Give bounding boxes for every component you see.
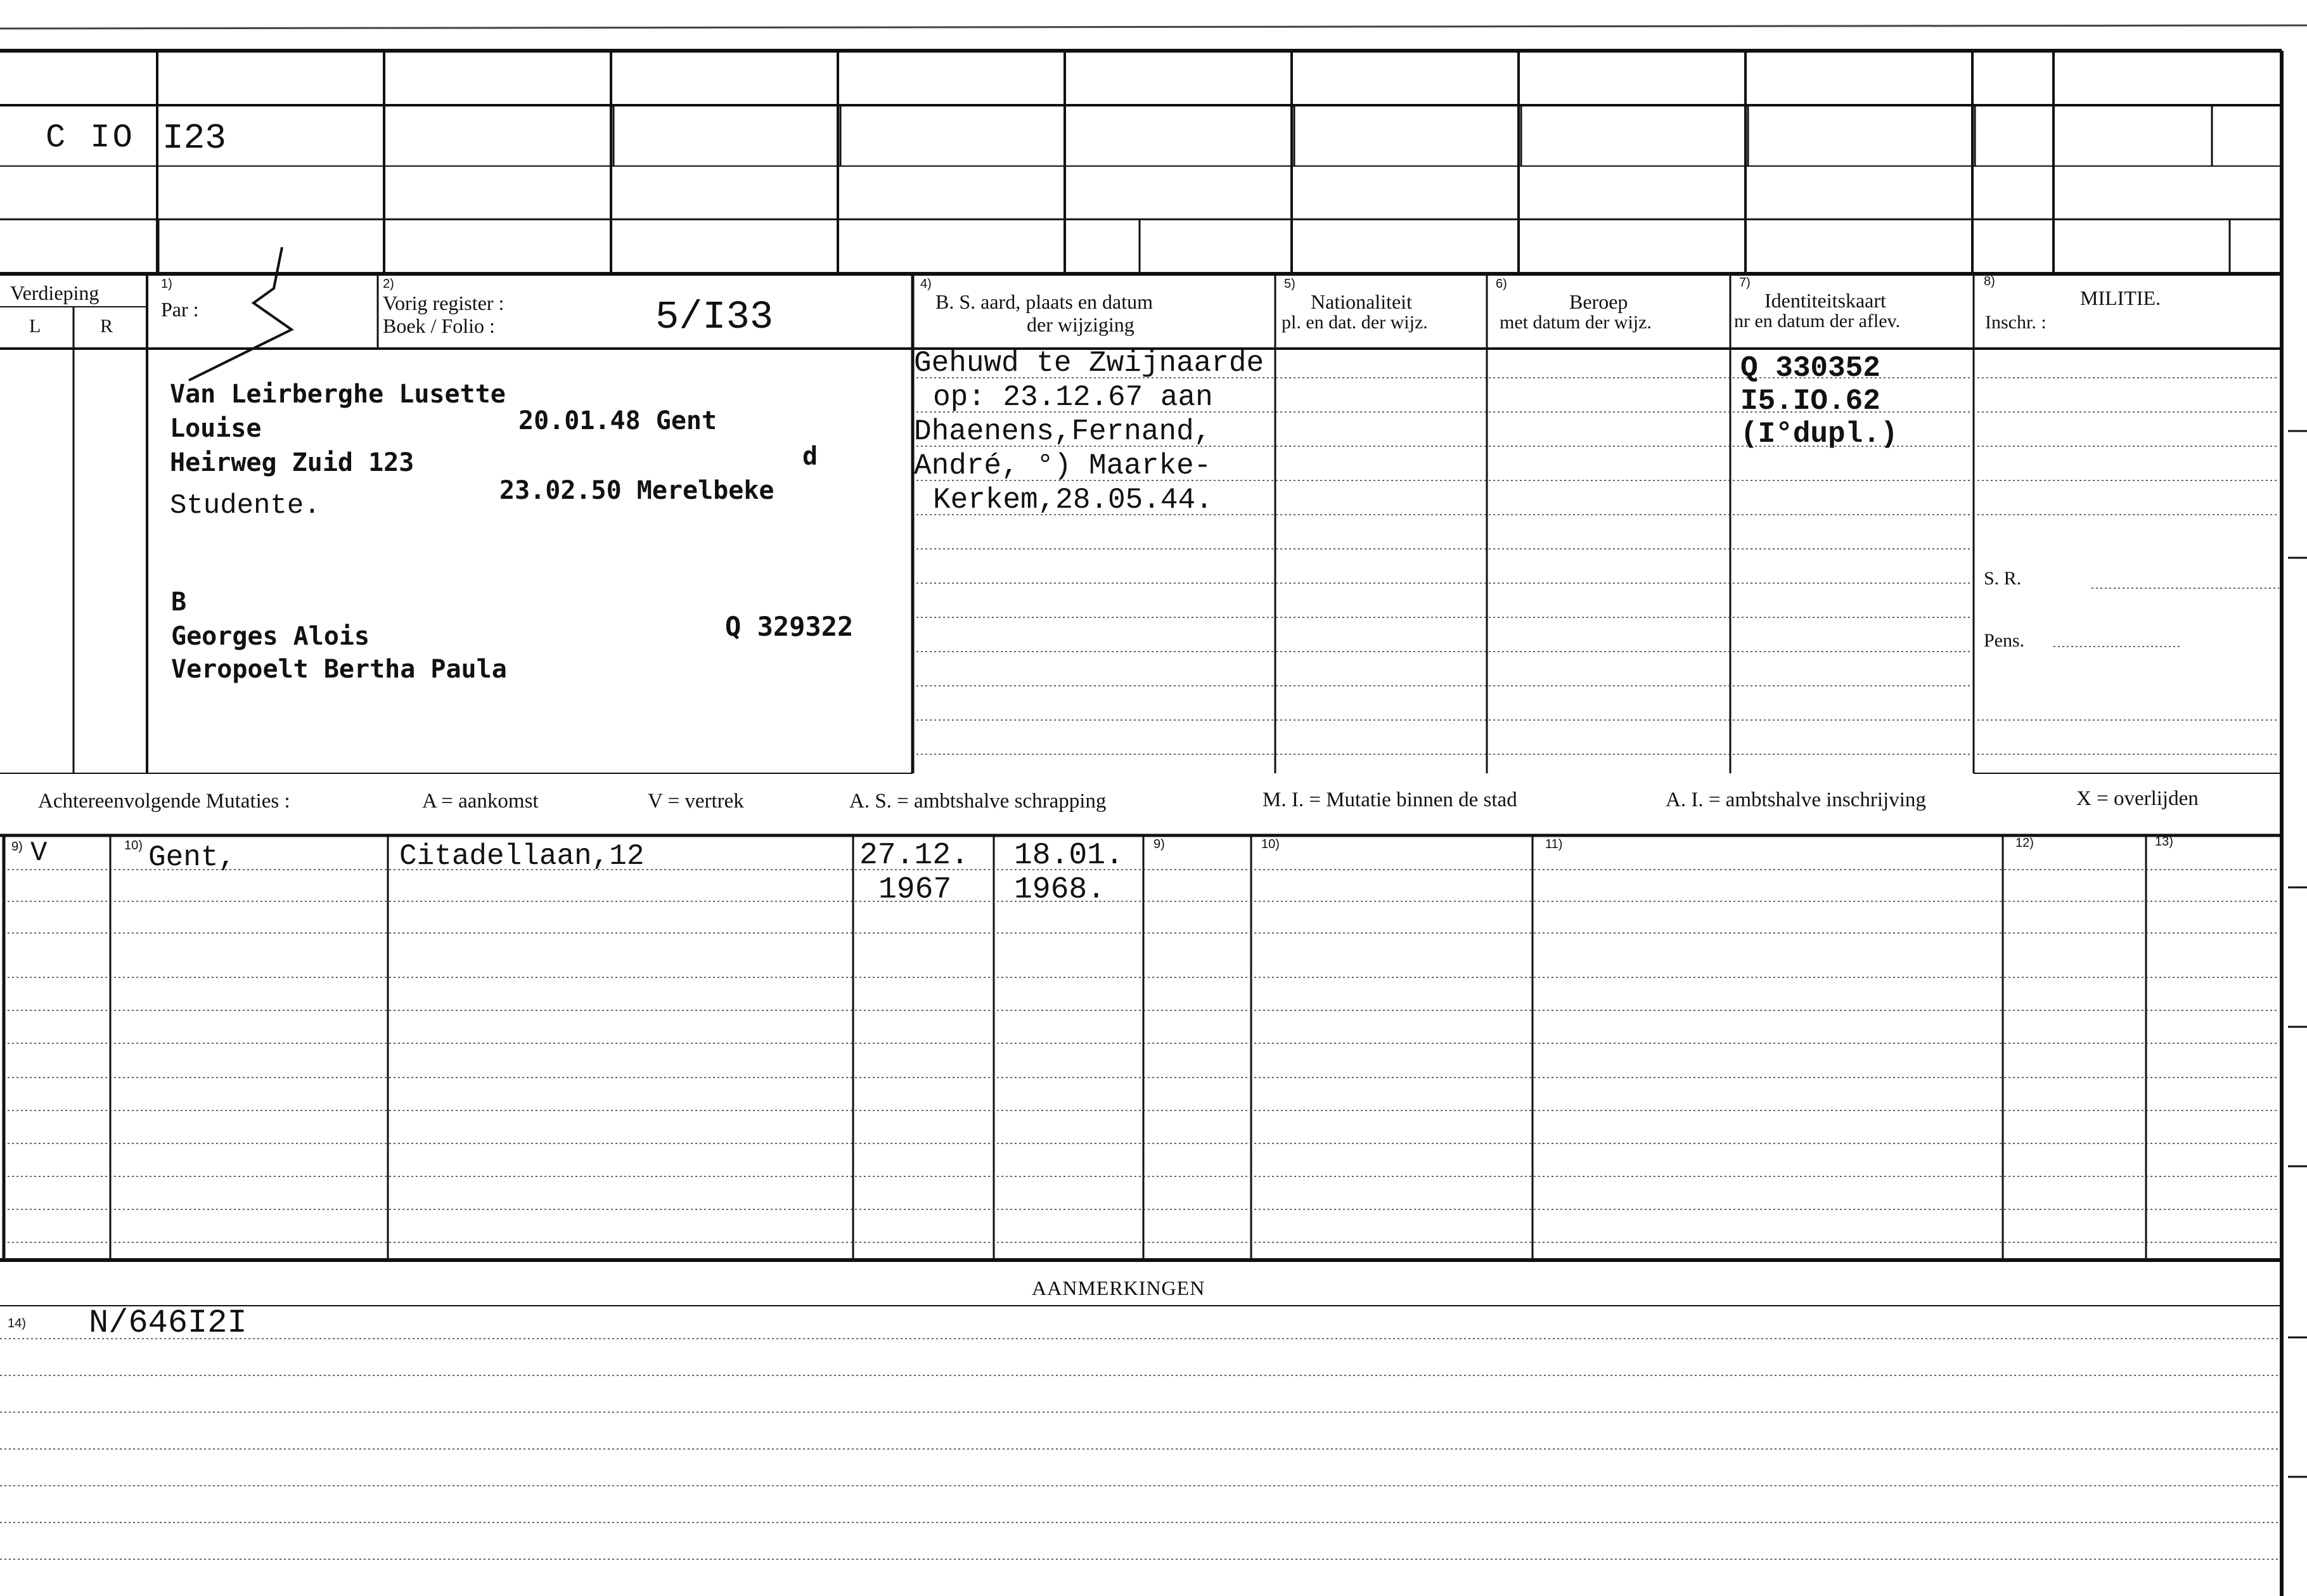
remarks-num: 14) [8, 1316, 26, 1330]
person-name-line1: Van Leirberghe Lusette [170, 380, 506, 409]
civil-status-line-4: André, °) Maarke- [914, 449, 1212, 482]
header-id-line1: Identiteitskaart [1764, 289, 1886, 312]
civil-status-line-5: Kerkem,28.05.44. [933, 484, 1213, 517]
person-address: Heirweg Zuid 123 [170, 448, 414, 477]
remarks-value: N/646I2I [89, 1304, 247, 1342]
header-beroep-line1: Beroep [1569, 290, 1628, 313]
mutation-date-from-1: 27.12. [859, 839, 969, 873]
id-card-line-2: I5.IO.62 [1740, 385, 1880, 418]
header-bs-line1: B. S. aard, plaats en datum [935, 290, 1154, 313]
header-r: R [100, 316, 113, 337]
civil-status-line-2: op: 23.12.67 aan [933, 381, 1213, 414]
mutation-col-9: 9) [11, 840, 23, 854]
header-num-4: 4) [920, 277, 932, 291]
label-sr: S. R. [1984, 568, 2022, 589]
mutation-date-to-2: 1968. [1014, 873, 1106, 907]
mutations-legend-a: A = aankomst [422, 790, 539, 813]
person-mother: Veropoelt Bertha Paula [171, 655, 507, 684]
header-l: L [29, 316, 41, 337]
header-num-2: 2) [383, 277, 394, 291]
mutations-legend-ai: A. I. = ambtshalve inschrijving [1666, 788, 1926, 811]
header-beroep-line2: met datum der wijz. [1500, 312, 1652, 333]
person-marker-d: d [802, 442, 818, 471]
civil-status-line-3: Dhaenens,Fernand, [914, 415, 1212, 448]
id-card-line-3: (I°dupl.) [1740, 418, 1898, 451]
mutation-col-11b: 11) [1545, 837, 1563, 851]
mutations-legend-title: Achtereenvolgende Mutaties : [38, 790, 290, 813]
person-birth: 20.01.48 Gent [518, 406, 717, 435]
header-num-8: 8) [1984, 274, 1995, 288]
mutation-street: Citadellaan,12 [399, 840, 645, 873]
id-card-line-1: Q 330352 [1740, 352, 1880, 385]
header-vorig-register: Vorig register : [383, 292, 504, 314]
label-pens: Pens. [1984, 630, 2025, 651]
header-nat-line1: Nationaliteit [1311, 290, 1412, 313]
mutation-col-12b: 12) [2015, 836, 2034, 850]
header-num-5: 5) [1284, 277, 1295, 291]
mutation-col-10: 10) [124, 839, 143, 853]
mutations-legend-v: V = vertrek [648, 790, 744, 813]
person-marker-b: B [171, 588, 187, 617]
header-boek-folio: Boek / Folio : [383, 314, 495, 337]
mutation-col-9b: 9) [1154, 837, 1165, 851]
remarks-title: AANMERKINGEN [1032, 1277, 1205, 1299]
civil-status-line-1: Gehuwd te Zwijnaarde [914, 347, 1264, 380]
header-num-7: 7) [1739, 276, 1751, 290]
header-nat-line2: pl. en dat. der wijz. [1282, 312, 1428, 333]
header-id-line2: nr en datum der aflev. [1734, 311, 1901, 331]
person-occupation: Studente. [170, 490, 321, 522]
mutations-legend-as: A. S. = ambtshalve schrapping [849, 790, 1107, 813]
person-father-id: Q 329322 [725, 611, 854, 642]
header-verdieping: Verdieping [10, 281, 100, 304]
mutation-date-to-1: 18.01. [1014, 839, 1124, 873]
header-num-1: 1) [161, 277, 172, 291]
header-bs-line2: der wijziging [1027, 313, 1134, 336]
header-militie: MILITIE. [2080, 286, 2161, 309]
mutation-date-from-2: 1967 [878, 873, 952, 907]
person-father: Georges Alois [171, 622, 370, 651]
header-inschr: Inschr. : [1985, 312, 2047, 333]
index-code-2: I23 [162, 118, 226, 158]
mutation-city: Gent, [148, 841, 236, 874]
mutations-legend-x: X = overlijden [2076, 787, 2199, 810]
header-num-6: 6) [1496, 277, 1507, 291]
header-par: Par : [161, 298, 199, 321]
mutations-legend-mi: M. I. = Mutatie binnen de stad [1263, 788, 1517, 811]
index-code-1: C IO [46, 119, 135, 157]
mutation-col-13b: 13) [2155, 835, 2173, 849]
mutation-type: V [30, 837, 48, 869]
person-arrival: 23.02.50 Merelbeke [499, 476, 774, 505]
mutation-col-10b: 10) [1261, 837, 1280, 851]
boek-folio-value: 5/I33 [655, 295, 774, 340]
person-name-line2: Louise [170, 414, 262, 443]
